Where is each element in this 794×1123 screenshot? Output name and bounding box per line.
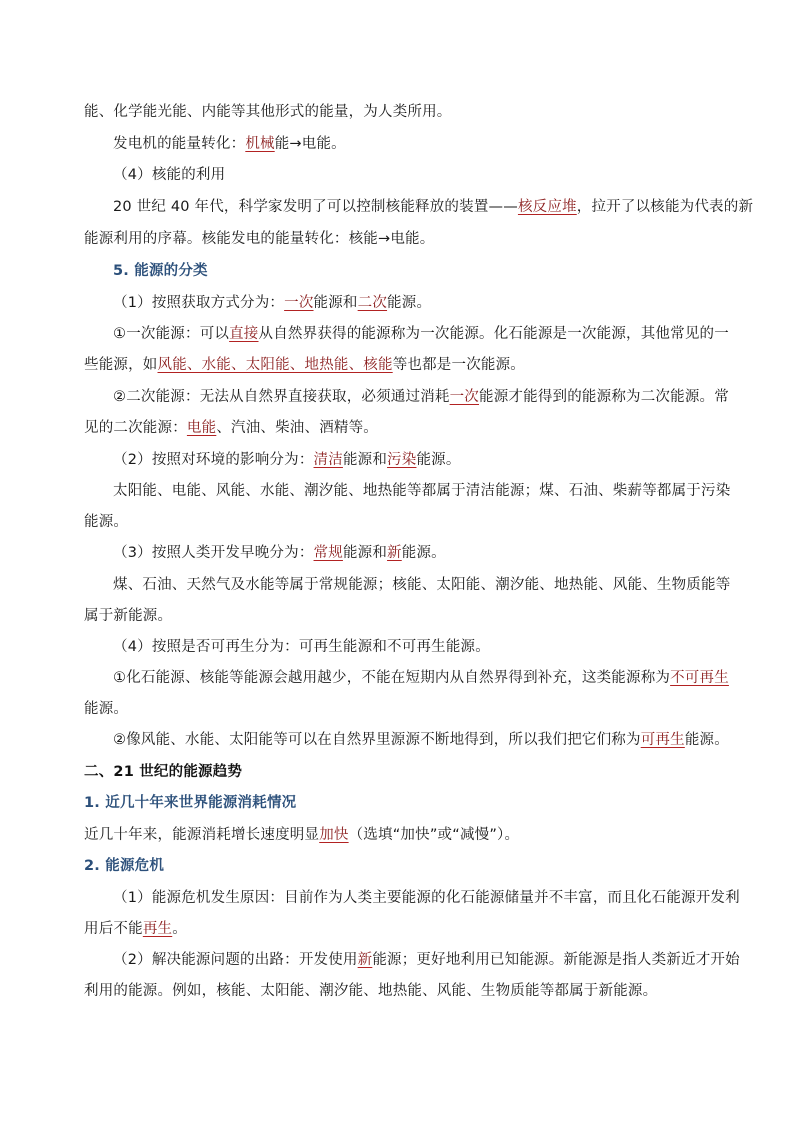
paragraph-line xyxy=(113,730,729,750)
text-segment: 2. 能源危机 xyxy=(84,858,165,874)
answer-blank: 核反应堆 xyxy=(517,199,577,215)
text-segment: 能源。 xyxy=(84,514,129,530)
section-heading xyxy=(84,856,164,876)
paragraph-line xyxy=(113,668,729,688)
answer-blank: 直接 xyxy=(229,326,259,342)
text-segment: 能源；更好地利用已知能源。新能源是指人类新近才开始 xyxy=(372,952,740,968)
text-segment: 近几十年来，能源消耗增长速度明显 xyxy=(84,827,320,843)
text-segment: 。 xyxy=(172,921,187,937)
paragraph-line xyxy=(84,418,378,438)
text-segment: 二、21 世纪的能源趋势 xyxy=(84,764,243,780)
paragraph-line xyxy=(113,481,730,501)
text-segment: ①化石能源、核能等能源会越用越少，不能在短期内从自然界得到补充，这类能源称为 xyxy=(113,670,671,686)
answer-blank: 常规 xyxy=(313,545,343,561)
answer-blank: 清洁 xyxy=(313,452,343,468)
text-segment: ②二次能源：无法从自然界直接获取，必须通过消耗 xyxy=(113,389,450,405)
paragraph-line xyxy=(113,134,346,154)
text-segment: 、汽油、柴油、酒精等。 xyxy=(216,420,379,436)
text-segment: 能→电能。 xyxy=(274,136,346,152)
text-segment: 能源才能得到的能源称为二次能源。常 xyxy=(479,389,729,405)
paragraph-line xyxy=(113,324,729,344)
text-segment: ，拉开了以核能为代表的新 xyxy=(576,199,754,215)
text-segment: （1）按照获取方式分为： xyxy=(113,295,285,311)
text-segment: 能、化学能光能、内能等其他形式的能量，为人类所用。 xyxy=(84,104,452,120)
paragraph-line xyxy=(113,637,490,657)
paragraph-line xyxy=(84,512,128,532)
text-segment: 能源利用的序幕。核能发电的能量转化：核能→电能。 xyxy=(84,231,435,247)
paragraph-line xyxy=(84,355,525,375)
text-segment: （2）解决能源问题的出路：开发使用 xyxy=(113,952,358,968)
text-segment: 能源。 xyxy=(387,295,432,311)
text-segment: 20 世纪 40 年代，科学家发明了可以控制核能释放的装置—— xyxy=(113,199,518,215)
text-segment: ①一次能源：可以 xyxy=(113,326,230,342)
text-segment: 从自然界获得的能源称为一次能源。化石能源是一次能源，其他常见的一 xyxy=(258,326,729,342)
answer-blank: 一次 xyxy=(284,295,314,311)
answer-blank: 风能、水能、太阳能、地热能、核能 xyxy=(157,357,393,373)
text-segment: 发电机的能量转化： xyxy=(113,136,246,152)
text-segment: 能源。 xyxy=(401,545,446,561)
text-segment: 能源。 xyxy=(684,732,729,748)
text-segment: 能源和 xyxy=(342,545,388,561)
text-segment: 煤、石油、天然气及水能等属于常规能源；核能、太阳能、潮汐能、地热能、风能、生物质能等 xyxy=(113,577,731,593)
paragraph-line xyxy=(84,699,128,719)
paragraph-line xyxy=(84,825,519,845)
answer-blank: 不可再生 xyxy=(670,670,729,686)
text-segment: 属于新能源。 xyxy=(84,608,173,624)
paragraph-line xyxy=(113,543,446,563)
text-segment: 能源。 xyxy=(84,701,129,717)
text-segment: 利用的能源。例如，核能、太阳能、潮汐能、地热能、风能、生物质能等都属于新能源。 xyxy=(84,983,658,999)
paragraph-line xyxy=(113,950,740,970)
text-segment: 能源。 xyxy=(416,452,461,468)
chapter-heading xyxy=(84,762,242,782)
text-segment: （3）按照人类开发早晚分为： xyxy=(113,545,314,561)
text-segment: （1）能源危机发生原因：目前作为人类主要能源的化石能源储量并不丰富，而且化石能源开发利 xyxy=(113,890,740,906)
answer-blank: 新 xyxy=(357,952,373,968)
section-heading xyxy=(84,793,296,813)
answer-blank: 可再生 xyxy=(640,732,685,748)
paragraph-line xyxy=(84,229,434,249)
paragraph-line xyxy=(113,387,729,407)
answer-blank: 电能 xyxy=(186,420,217,436)
section-heading xyxy=(113,261,208,281)
text-segment: （4）核能的利用 xyxy=(113,167,226,183)
answer-blank: 再生 xyxy=(142,921,173,937)
text-segment: （4）按照是否可再生分为：可再生能源和不可再生能源。 xyxy=(113,639,490,655)
answer-blank: 机械 xyxy=(245,136,275,152)
paragraph-line xyxy=(113,293,431,313)
text-segment: 太阳能、电能、风能、水能、潮汐能、地热能等都属于清洁能源；煤、石油、柴薪等都属于污染 xyxy=(113,483,731,499)
paragraph-line xyxy=(84,919,187,939)
answer-blank: 污染 xyxy=(387,452,417,468)
text-segment: 能源和 xyxy=(342,452,388,468)
text-segment: 能源和 xyxy=(313,295,358,311)
text-segment: 等也都是一次能源。 xyxy=(392,357,526,373)
answer-blank: 加快 xyxy=(319,827,349,843)
paragraph-line xyxy=(113,197,753,217)
paragraph-line xyxy=(84,102,452,122)
paragraph-line xyxy=(113,450,461,470)
text-segment: 见的二次能源： xyxy=(84,420,187,436)
answer-blank: 新 xyxy=(387,545,402,561)
paragraph-line xyxy=(113,575,730,595)
text-segment: ②像风能、水能、太阳能等可以在自然界里源源不断地得到，所以我们把它们称为 xyxy=(113,732,641,748)
text-segment: 5. 能源的分类 xyxy=(113,263,208,279)
text-segment: （2）按照对环境的影响分为： xyxy=(113,452,314,468)
answer-blank: 一次 xyxy=(449,389,480,405)
paragraph-line xyxy=(113,888,740,908)
text-segment: 1. 近几十年来世界能源消耗情况 xyxy=(84,795,297,811)
text-segment: 用后不能 xyxy=(84,921,143,937)
subsection-heading xyxy=(113,165,225,185)
text-segment: 些能源，如 xyxy=(84,357,158,373)
text-segment: （选填“加快”或“减慢”）。 xyxy=(348,827,520,843)
answer-blank: 二次 xyxy=(357,295,388,311)
paragraph-line xyxy=(84,981,657,1001)
paragraph-line xyxy=(84,606,172,626)
